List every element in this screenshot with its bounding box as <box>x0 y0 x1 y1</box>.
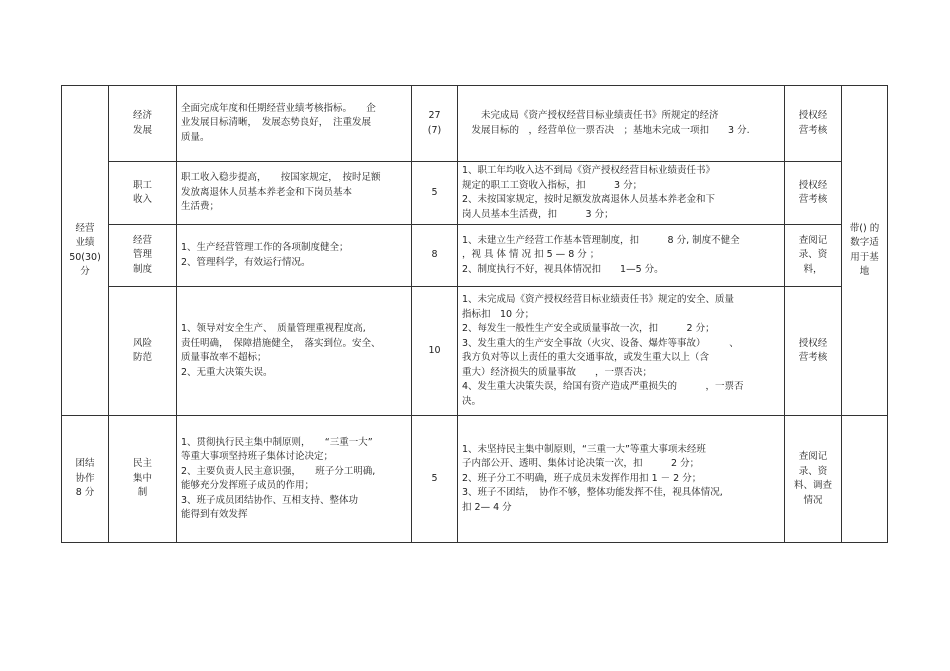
standard-cell-line: 业发展目标清晰， 发展态势良好， 注重发展 <box>181 117 372 129</box>
deduction-cell-line: 2、制度执行不好，视具体情况扣 1—5 分。 <box>462 263 664 275</box>
deduction-cell-line: 岗人员基本生活费，扣 3 分； <box>462 208 614 220</box>
item-cell-line: 防范 <box>132 352 152 363</box>
standard-cell-line: 能够充分发挥班子成员的作用； <box>181 480 315 491</box>
deduction-cell-line: 2、班子分工不明确，班子成员未发挥作用扣 1 － 2 分； <box>462 472 702 484</box>
table-row <box>62 162 888 225</box>
item-cell <box>109 162 177 225</box>
standard-cell-line: 3、班子成员团结协作、互相支持、整体功 <box>181 494 359 506</box>
standard-cell-line: 2、管理科学，有效运行情况。 <box>181 256 311 268</box>
deduction-cell-line: ，视 具 体 情 况 扣 5 — 8 分 ； <box>462 249 600 261</box>
group-cell-business-performance-line: 业绩 <box>75 237 95 248</box>
group-cell-team-cooperation <box>62 416 109 543</box>
deduction-cell-line: 重大）经济损失的质量事故 ，一票否决； <box>462 366 653 378</box>
group-cell-business-performance-line: 50(30) <box>69 251 101 263</box>
method-cell-line: 料， <box>803 263 823 275</box>
score-cell <box>412 225 458 287</box>
score-cell-line: 5 <box>431 186 438 198</box>
item-cell-line: 发展 <box>132 124 152 136</box>
table-row <box>62 225 888 287</box>
deduction-cell-line: 未完成局《资产授权经营目标业绩责任书》所规定的经济 <box>462 110 719 121</box>
note-cell-empty <box>842 416 888 543</box>
deduction-cell <box>458 86 785 162</box>
deduction-cell-line: 我方负对等以上责任的重大交通事故，或发生重大以上（含 <box>462 352 710 363</box>
item-cell-line: 收入 <box>132 194 152 205</box>
deduction-cell-line: 扣 2— 4 分 <box>462 501 512 513</box>
group-cell-team-cooperation-line: 协作 <box>75 472 95 484</box>
note-cell-line: 地 <box>859 266 870 277</box>
score-cell-line: 8 <box>431 249 438 261</box>
standard-cell-line: 生活费； <box>181 201 220 213</box>
table-row <box>62 86 888 162</box>
method-cell <box>785 287 842 416</box>
method-cell <box>785 225 842 287</box>
method-cell-line: 营考核 <box>798 124 828 136</box>
method-cell-line: 授权经 <box>798 337 828 349</box>
item-cell-line: 职工 <box>132 179 152 191</box>
standard-cell-line: 能得到有效发挥 <box>181 509 248 520</box>
method-cell-line: 料、调查 <box>793 480 832 491</box>
note-cell-line: 用于基 <box>850 251 879 263</box>
note-cell-line: 带() 的 <box>849 222 880 234</box>
score-cell-line: (7) <box>427 124 442 136</box>
group-cell-business-performance-line: 经营 <box>75 222 95 234</box>
standard-cell-line: 1、生产经营管理工作的各项制度健全； <box>181 242 349 253</box>
item-cell <box>109 225 177 287</box>
standard-cell <box>177 225 412 287</box>
score-cell-line: 5 <box>431 472 438 484</box>
deduction-cell-line: 2、每发生一般性生产安全或质量事故一次，扣 2 分； <box>462 323 715 334</box>
table-row <box>62 287 888 416</box>
item-cell-line: 集中 <box>132 472 152 484</box>
method-cell-line: 营考核 <box>798 352 828 363</box>
deduction-cell-line: 规定的职工工资收入指标，扣 3 分； <box>462 179 643 191</box>
method-cell-line: 授权经 <box>798 110 828 121</box>
item-cell <box>109 287 177 416</box>
standard-cell-line: 质量事故率不超标； <box>181 352 267 363</box>
standard-cell-line: 1、领导对安全生产、 质量管理重视程度高, <box>181 323 366 334</box>
standard-cell <box>177 86 412 162</box>
note-cell-line: 数字适 <box>850 237 879 248</box>
standard-cell-line: 2、主要负责人民主意识强， 班子分工明确, <box>181 465 376 477</box>
item-cell-line: 经济 <box>132 110 152 121</box>
method-cell <box>785 416 842 543</box>
standard-cell-line: 责任明确， 保障措施健全， 落实到位。安全、 <box>181 337 381 349</box>
deduction-cell <box>458 287 785 416</box>
table-row <box>62 416 888 543</box>
deduction-cell-line: 指标扣 10 分； <box>462 308 535 320</box>
method-cell-line: 情况 <box>803 494 823 506</box>
deduction-cell <box>458 225 785 287</box>
score-cell <box>412 416 458 543</box>
standard-cell <box>177 287 412 416</box>
method-cell <box>785 162 842 225</box>
deduction-cell-line: 1、未完成局《资产授权经营目标业绩责任书》规定的安全、质量 <box>462 294 735 305</box>
score-cell <box>412 287 458 416</box>
score-cell-line: 27 <box>428 110 441 121</box>
item-cell <box>109 416 177 543</box>
deduction-cell-line: 3、发生重大的生产安全事故（火灾、设备、爆炸等事故） 、 <box>462 337 739 349</box>
deduction-cell-line: 2、未按国家规定，按时足额发放离退休人员基本养老金和下 <box>462 194 716 205</box>
score-cell <box>412 162 458 225</box>
method-cell-line: 查阅记 <box>798 451 828 462</box>
item-cell-line: 管理 <box>132 249 152 261</box>
standard-cell-line: 发放离退休人员基本养老金和下岗员基本 <box>181 186 353 198</box>
method-cell-line: 录、资 <box>798 465 828 477</box>
group-cell-business-performance-line: 分 <box>80 266 90 277</box>
method-cell-line: 授权经 <box>798 179 828 191</box>
deduction-cell-line: 1、未建立生产经营工作基本管理制度，扣 8 分, 制度不健全 <box>462 234 740 246</box>
standard-cell-line: 等重大事项坚持班子集体讨论决定； <box>181 451 334 462</box>
note-cell <box>842 86 888 416</box>
deduction-cell-line: 4、发生重大决策失误，给国有资产造成严重损失的 ，一票否 <box>462 381 744 392</box>
method-cell-line: 营考核 <box>798 194 828 205</box>
deduction-cell-line: 决。 <box>462 395 482 407</box>
method-cell-line: 录、资 <box>798 249 828 261</box>
deduction-cell-line: 1、未坚持民主集中制原则，“三重一大”等重大事项未经班 <box>462 443 706 455</box>
standard-cell <box>177 162 412 225</box>
method-cell <box>785 86 842 162</box>
deduction-cell-line: 3、班子不团结， 协作不够，整体功能发挥不佳，视具体情况, <box>462 487 723 499</box>
standard-cell-line: 质量。 <box>181 131 210 143</box>
deduction-cell-line: 子内部公开、透明、集体讨论决策一次，扣 2 分； <box>462 458 700 470</box>
item-cell-line: 风险 <box>132 337 152 349</box>
item-cell-line: 经营 <box>132 234 152 246</box>
deduction-cell <box>458 416 785 543</box>
method-cell-line: 查阅记 <box>798 234 828 246</box>
item-cell <box>109 86 177 162</box>
deduction-cell <box>458 162 785 225</box>
group-cell-team-cooperation-line: 团结 <box>75 458 95 470</box>
group-cell-team-cooperation-line: 8 分 <box>75 487 95 499</box>
item-cell-line: 制度 <box>132 263 152 275</box>
score-cell-line: 10 <box>428 344 441 356</box>
assessment-table <box>61 85 888 543</box>
standard-cell-line: 1、贯彻执行民主集中制原则， “三重一大” <box>181 436 373 448</box>
standard-cell-line: 全面完成年度和任期经营业绩考核指标。 企 <box>181 102 376 114</box>
standard-cell <box>177 416 412 543</box>
item-cell-line: 制 <box>137 487 148 499</box>
group-cell-business-performance <box>62 86 109 416</box>
item-cell-line: 民主 <box>132 458 152 470</box>
assessment-table-body <box>62 86 888 543</box>
score-cell <box>412 86 458 162</box>
standard-cell-line: 2、无重大决策失误。 <box>181 366 273 378</box>
deduction-cell-line: 1、职工年均收入达不到局《资产授权经营目标业绩责任书》 <box>462 165 716 176</box>
deduction-cell-line: 发展目标的 ，经营单位一票否决 ；基地未完成一项扣 3 分. <box>462 124 750 136</box>
standard-cell-line: 职工收入稳步提高， 按国家规定， 按时足额 <box>181 172 381 184</box>
